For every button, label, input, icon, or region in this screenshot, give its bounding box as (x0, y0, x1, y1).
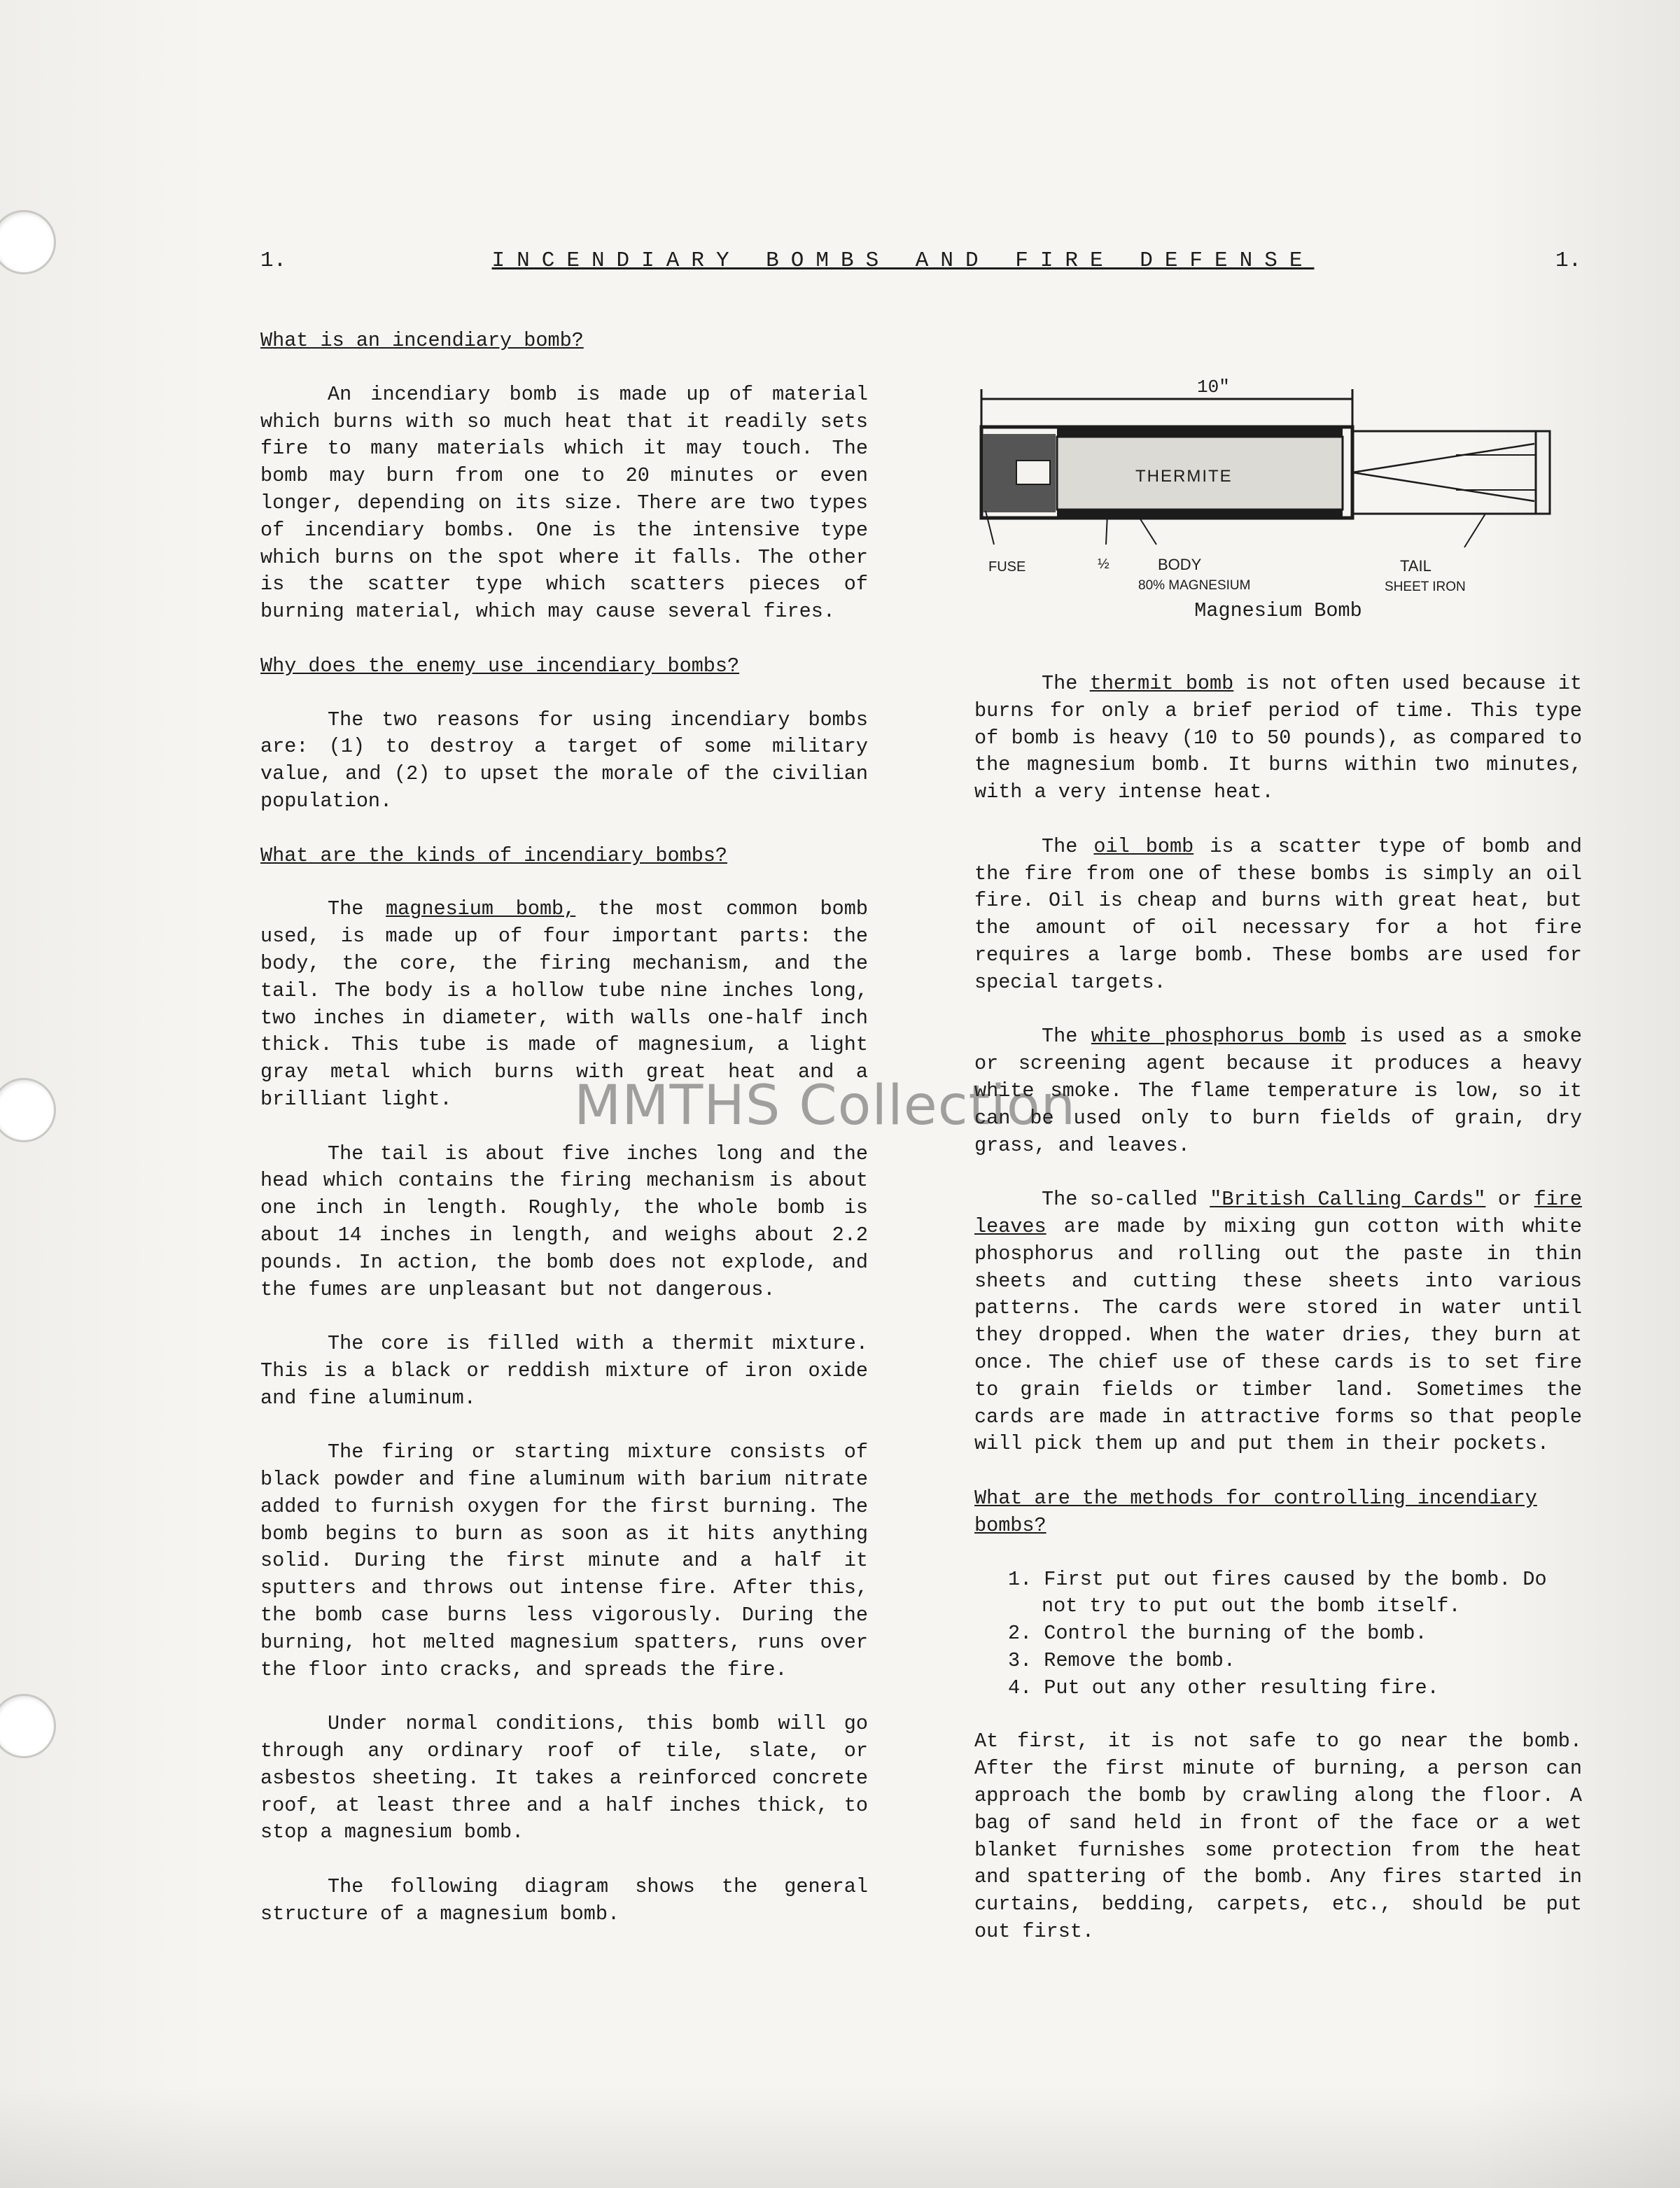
list-item: 2. Control the burning of the bomb. (1008, 1622, 1427, 1646)
term-oil-bomb: oil bomb (1093, 834, 1194, 858)
left-column (260, 328, 868, 1955)
paragraph: At first, it is not safe to go near the bomb. After the first minute of burning, a person can approach the bomb by crawling along the floor. A bag of sand held in front of the face or a wet blanket furnishes some protection from the heat and spattering of the bomb. Any fires started in curtains, bedding, carpets, etc., should be put out first. (974, 1730, 1582, 1944)
term-white-phosphorus-bomb: white phosphorus bomb (1091, 1025, 1346, 1049)
paragraph (974, 671, 1582, 806)
paragraph-text: is not often used because it burns for only a brief period of time. This type of bomb is heavy (10 to 50 pounds), as compared to the magnesium bomb. It burns within two minutes, with a very intense heat. (974, 672, 1582, 804)
body-wall-top (1057, 427, 1343, 437)
tail-leader-line (1464, 514, 1485, 547)
paragraph-text: are made by mixing gun cotton with white phosphorus and rolling out the paste in thin sheets and cutting these sheets into various patterns. The cards were stored in water until they dropped. When the water dries, they burn at once. The chief use of these cards is to set fire to grain fields or timber land. Sometimes the cards are made in attractive forms so that people will pick them up and put them in their pockets. (974, 1214, 1582, 1456)
fuse-leader-line (986, 511, 994, 545)
question-heading: Why does the enemy use incendiary bombs? (260, 654, 740, 678)
term-fire-leaves: fire leaves (974, 1188, 1583, 1238)
body-material-label: 80% MAGNESIUM (1138, 578, 1251, 593)
page-title: INCENDIARY BOMBS AND FIRE DEFENSE (491, 248, 1315, 273)
paragraph-text: The (1042, 834, 1078, 858)
control-steps-list (974, 1566, 1582, 1702)
body-wall-bottom (1057, 510, 1343, 518)
paragraph-text: the most common bomb used, is made up of four important parts: the body, the core, the firing mechanism, and the tail. The body is a hollow tube nine inches long, two inches in diameter, with walls one-half inch thick. This tube is made of magnesium, a light gray metal which burns with great heat and a brilliant light. (260, 897, 868, 1111)
wall-thickness-label: ½ (1098, 556, 1110, 572)
thermite-label: THERMITE (1135, 467, 1233, 486)
paragraph: The tail is about five inches long and the head which contains the firing mechanism is about one inch in length. Roughly, the whole bomb is about 14 inches in length, and weighs about 2.2 pounds. In action, the bomb does not explode, and the fumes are unpleasant but not dangerous. (260, 1142, 868, 1301)
paragraph (974, 834, 1582, 997)
tail-fin-line (1352, 444, 1534, 472)
term-thermit-bomb: thermit bomb (1089, 672, 1234, 695)
page-number-left: 1. (260, 248, 287, 273)
figure-caption: Magnesium Bomb (1194, 599, 1362, 622)
body-leader-line (1140, 518, 1156, 545)
paragraph: The following diagram shows the general structure of a magnesium bomb. (260, 1875, 868, 1926)
paragraph: The core is filled with a thermit mixture. This is a black or reddish mixture of iron oxide and fine aluminum. (260, 1332, 868, 1410)
tail-end-cap (1536, 431, 1550, 514)
tail-fin-line (1352, 472, 1534, 501)
paragraph-text: is used as a smoke or screening agent because it produces a heavy white smoke. The flame temperature is low, so it can be used only to burn fields of grain, dry grass, and leaves. (974, 1025, 1583, 1157)
paragraph: The firing or starting mixture consists of black powder and fine aluminum with barium nitrate added to furnish oxygen for the first burning. The bomb begins to burn as soon as it hits anything solid. During the first minute and a half it sputters and throws out intense fire. After this, the bomb case burns less vigorously. During the burning, hot melted magnesium spatters, runs over the floor into cracks, and spreads the fire. (260, 1440, 868, 1681)
question-heading: What are the kinds of incendiary bombs? (260, 843, 728, 867)
body-label: BODY (1158, 556, 1202, 573)
list-item: 4. Put out any other resulting fire. (1008, 1676, 1439, 1699)
collection-watermark: MMTHS Collection (574, 1074, 1077, 1137)
paragraph: An incendiary bomb is made up of material which burns with so much heat that it readily sets fire to many materials which it may touch. The bomb may burn from one to 20 minutes or even longer, depending on its size. There are two types of incendiary bombs. One is the intensive type which burns on the spot where it falls. The other is the scatter type which scatters pieces of burning material, which may cause several fires. (260, 382, 868, 624)
paragraph-text: The (1042, 1025, 1078, 1049)
question-heading: What are the methods for controlling incendiary bombs? (974, 1486, 1537, 1537)
bomb-diagram-svg (974, 364, 1582, 595)
question-heading: What is an incendiary bomb? (260, 329, 584, 352)
paragraph: The two reasons for using incendiary bombs are: (1) to destroy a target of some military value, and (2) to upset the morale of the civilian population. (260, 708, 868, 813)
paragraph-text: The so-called (1042, 1188, 1198, 1212)
paragraph: Under normal conditions, this bomb will go through any ordinary roof of tile, slate, or asbestos sheeting. It takes a reinforced concrete roof, at least three and a half inches thick, to stop a magnesium bomb. (260, 1712, 868, 1844)
fuse-cavity (1016, 461, 1050, 484)
bomb-tail (1352, 431, 1536, 514)
paragraph-text: The (1042, 672, 1078, 695)
paragraph-text: The (328, 897, 364, 921)
magnesium-bomb-diagram (974, 364, 1582, 636)
paragraph (974, 1186, 1582, 1458)
paragraph-text: is a scatter type of bomb and the fire from one of these bombs is simply an oil fire. Oil is cheap and burns with great heat, but the amount of oil necessary for a hot fire requires a large bomb. These bombs are used for special targets. (974, 834, 1583, 994)
scan-shadow (0, 2086, 1680, 2188)
list-item: 3. Remove the bomb. (1008, 1648, 1236, 1672)
tail-label: TAIL (1400, 557, 1432, 575)
right-column (974, 364, 1582, 1973)
term-british-calling-cards: "British Calling Cards" (1210, 1188, 1486, 1212)
term-magnesium-bomb: magnesium bomb, (386, 897, 576, 921)
tail-material-label: SHEET IRON (1385, 580, 1466, 594)
fuse-label: FUSE (988, 559, 1026, 575)
list-item: 1. First put out fires caused by the bomb. Do not try to put out the bomb itself. (1008, 1567, 1547, 1618)
page-number-right: 1. (1555, 248, 1582, 273)
length-label: 10" (1197, 377, 1230, 398)
paragraph-text: or (1497, 1188, 1522, 1212)
